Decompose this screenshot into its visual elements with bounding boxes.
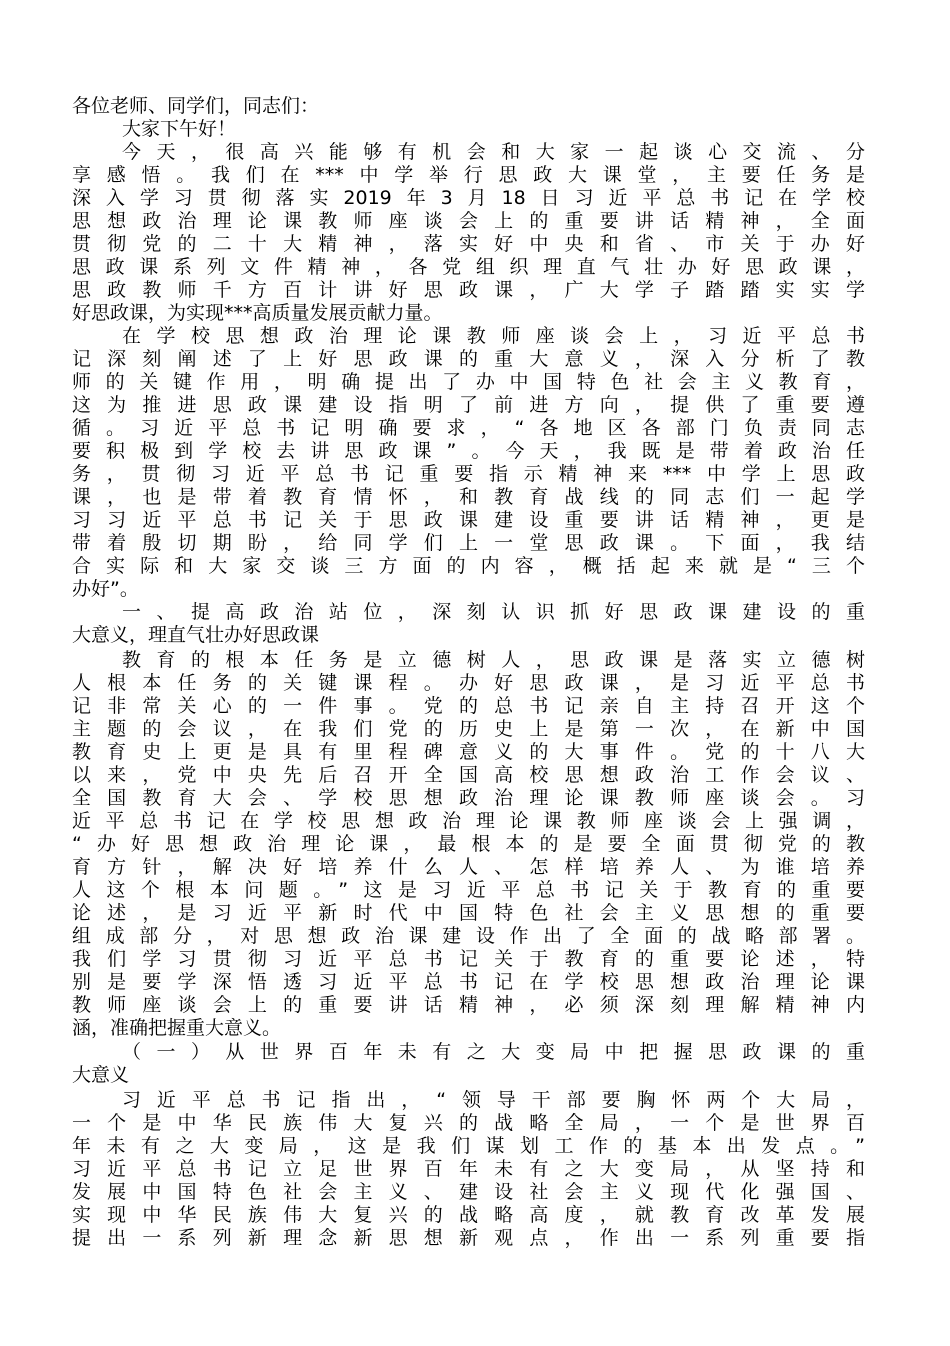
text-line: 人根本任务的关键课程。办好思政课，是习近平总书 — [72, 672, 865, 694]
greeting-line: 大家下午好！ — [122, 118, 237, 140]
section-heading: 大意义，理直气壮办好思政课 — [72, 624, 320, 646]
text-line: 今天，很高兴能够有机会和大家一起谈心交流、分 — [122, 141, 865, 163]
text-line: 教师座谈会上的重要讲话精神，必须深刻理解精神内 — [72, 994, 865, 1016]
text-line: 务，贯彻习近平总书记重要指示精神来***中学上思政 — [72, 463, 865, 485]
text-line: 合实际和大家交谈三方面的内容，概括起来就是“三个 — [72, 555, 865, 577]
text-line: 思政课系列文件精神，各党组织理直气壮办好思政课， — [72, 256, 865, 278]
text-line: 人这个根本问题。”这是习近平总书记关于教育的重要 — [72, 879, 865, 901]
text-line: 贯彻党的二十大精神，落实好中央和省、市关于办好 — [72, 233, 865, 255]
text-line: 习习近平总书记关于思政课建设重要讲话精神，更是 — [72, 509, 865, 531]
text-line: 办好”。 — [72, 578, 139, 600]
text-line: 全国教育大会、学校思想政治理论课教师座谈会。习 — [72, 787, 865, 809]
text-line: 论述，是习近平新时代中国特色社会主义思想的重要 — [72, 902, 865, 924]
subsection-heading: 大意义 — [72, 1064, 130, 1086]
text-line: 师的关键作用，明确提出了办中国特色社会主义教育， — [72, 371, 865, 393]
text-line: 近平总书记在学校思想政治理论课教师座谈会上强调， — [72, 810, 865, 832]
text-line: 实现中华民族伟大复兴的战略高度，就教育改革发展 — [72, 1204, 865, 1226]
subsection-heading: （一）从世界百年未有之大变局中把握思政课的重 — [122, 1041, 865, 1063]
text-line: 主题的会议，在我们党的历史上是第一次，在新中国 — [72, 718, 865, 740]
text-line: 我们学习贯彻习近平总书记关于教育的重要论述，特 — [72, 948, 865, 970]
text-line: 习近平总书记指出，“领导干部要胸怀两个大局， — [122, 1089, 865, 1111]
text-line: 别是要学深悟透习近平总书记在学校思想政治理论课 — [72, 971, 865, 993]
text-line: 组成部分，对思想政治课建设作出了全面的战略部署。 — [72, 925, 865, 947]
text-line: 好思政课，为实现***高质量发展贡献力量。 — [72, 302, 443, 324]
text-line: 发展中国特色社会主义、建设社会主义现代化强国、 — [72, 1181, 865, 1203]
text-line: 这为推进思政课建设指明了前进方向，提供了重要遵 — [72, 394, 865, 416]
text-line: 教育的根本任务是立德树人，思政课是落实立德树 — [122, 649, 865, 671]
text-line: 一个是中华民族伟大复兴的战略全局，一个是世界百 — [72, 1112, 865, 1134]
text-line: 思政教师千方百计讲好思政课，广大学子踏踏实实学 — [72, 279, 865, 301]
text-line: 记非常关心的一件事。党的总书记亲自主持召开这个 — [72, 695, 865, 717]
text-line: 带着殷切期盼，给同学们上一堂思政课。下面，我结 — [72, 532, 865, 554]
text-line: 要积极到学校去讲思政课”。今天，我既是带着政治任 — [72, 440, 865, 462]
text-line: 以来，党中央先后召开全国高校思想政治工作会议、 — [72, 764, 865, 786]
text-line: 深入学习贯彻落实2019年3月18日习近平总书记在学校 — [72, 187, 865, 209]
text-line: 年未有之大变局，这是我们谋划工作的基本出发点。” — [72, 1135, 865, 1157]
text-line: 循。习近平总书记明确要求，“各地区各部门负责同志 — [72, 417, 865, 439]
text-line: 思想政治理论课教师座谈会上的重要讲话精神，全面 — [72, 210, 865, 232]
text-line: 习近平总书记立足世界百年未有之大变局，从坚持和 — [72, 1158, 865, 1180]
text-line: 享感悟。我们在***中学举行思政大课堂，主要任务是 — [72, 164, 865, 186]
text-line: 提出一系列新理念新思想新观点，作出一系列重要指 — [72, 1227, 865, 1249]
text-line: 记深刻阐述了上好思政课的重大意义，深入分析了教 — [72, 348, 865, 370]
text-line: 育方针，解决好培养什么人、怎样培养人、为谁培养 — [72, 856, 865, 878]
text-line: 在学校思想政治理论课教师座谈会上，习近平总书 — [122, 325, 865, 347]
text-line: “办好思想政治理论课，最根本的是要全面贯彻党的教 — [72, 833, 865, 855]
salutation-line: 各位老师、同学们，同志们： — [72, 95, 320, 117]
section-heading: 一、提高政治站位，深刻认识抓好思政课建设的重 — [122, 601, 865, 623]
text-line: 涵，准确把握重大意义。 — [72, 1017, 282, 1039]
text-line: 课，也是带着教育情怀，和教育战线的同志们一起学 — [72, 486, 865, 508]
text-line: 教育史上更是具有里程碑意义的大事件。党的十八大 — [72, 741, 865, 763]
